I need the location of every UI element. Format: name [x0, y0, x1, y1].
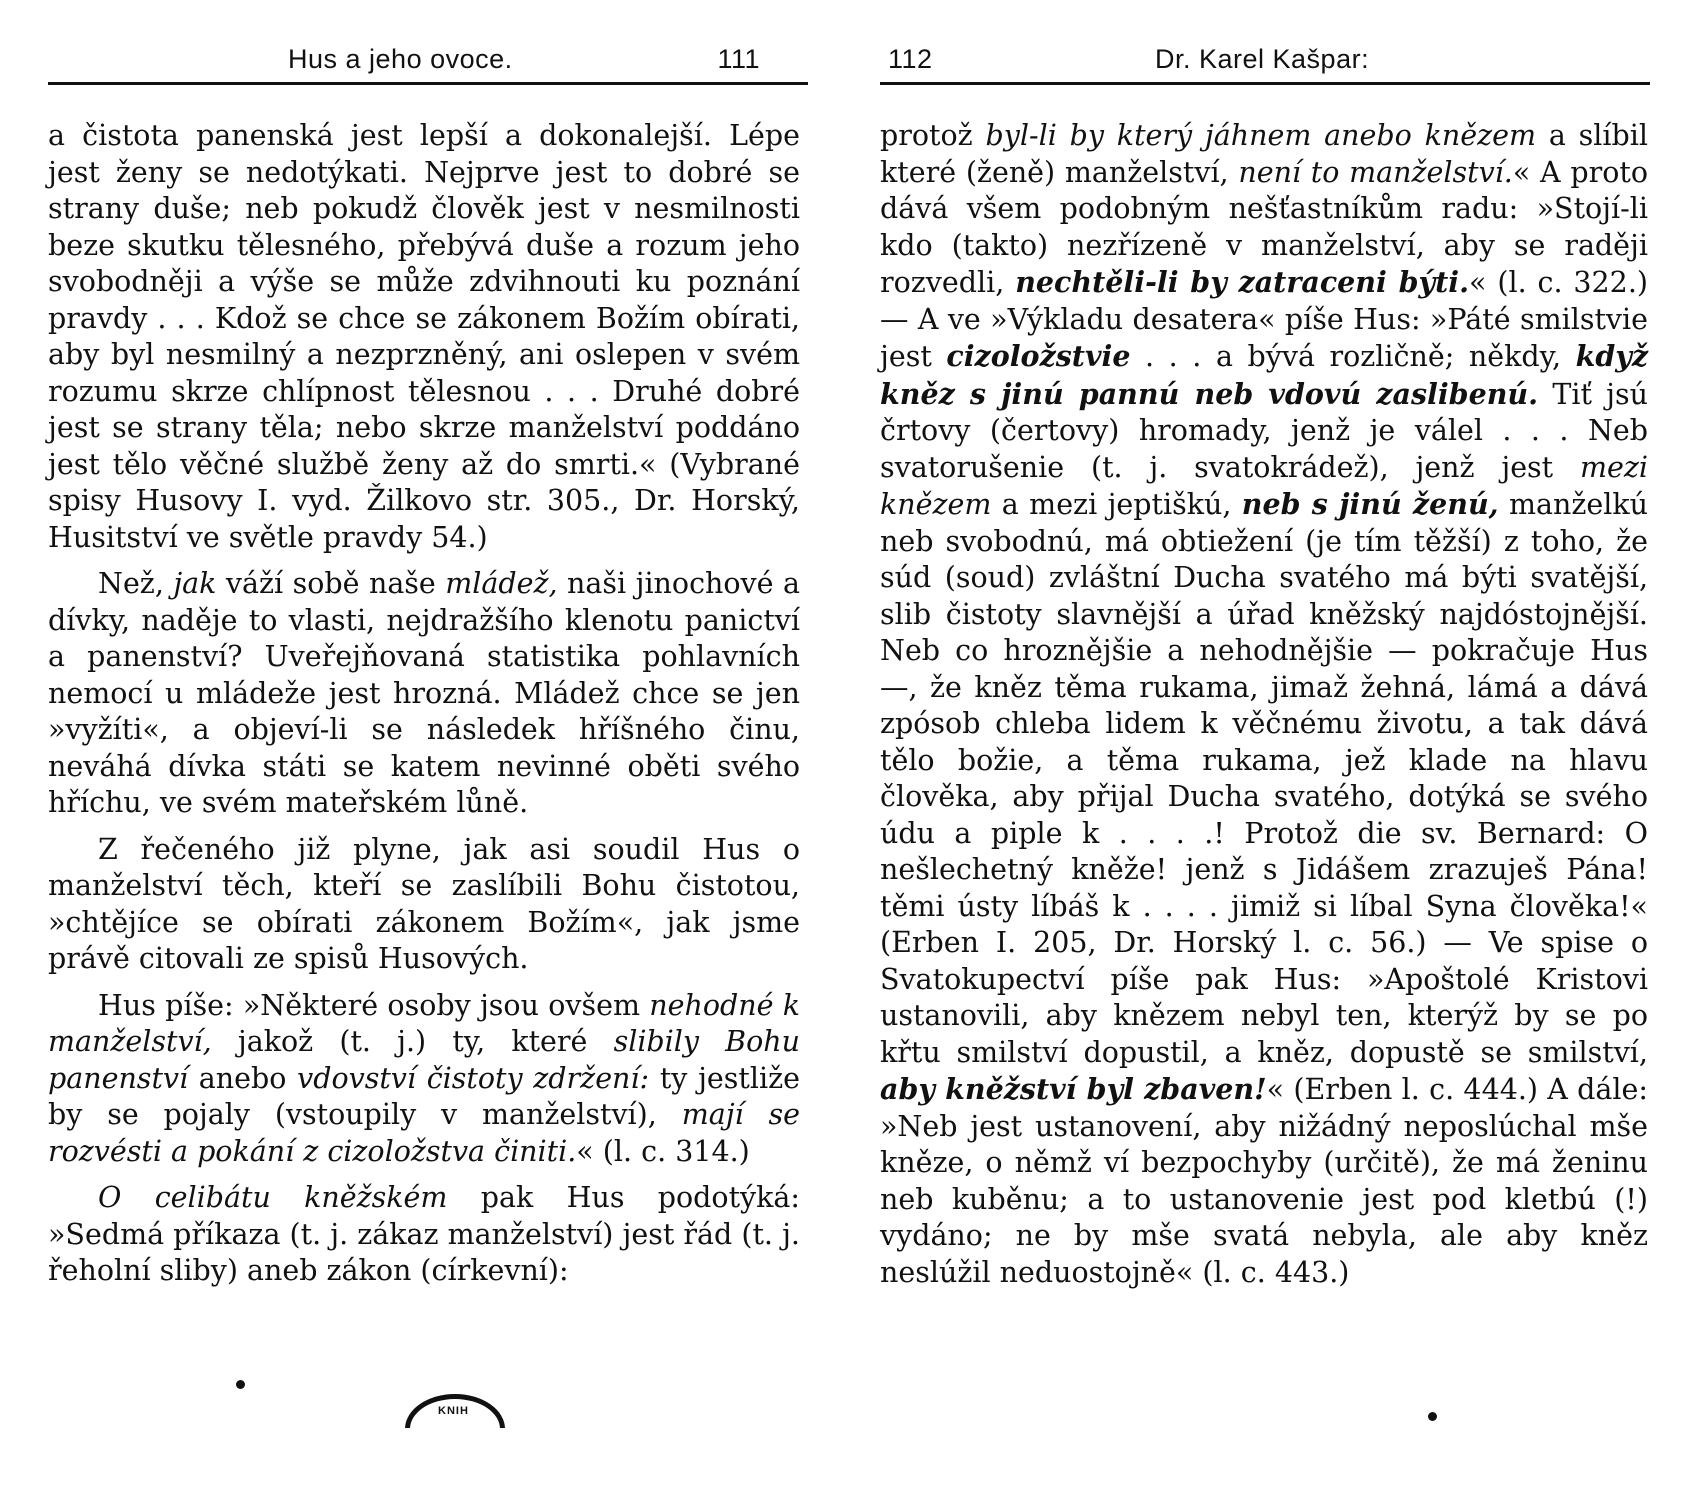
library-stamp [395, 1388, 515, 1428]
paragraph [48, 832, 800, 978]
emphasis-text: mezi knězem [880, 450, 1648, 521]
left-running-head [40, 44, 800, 84]
emphasis-text: aby kněžství byl zbaven! [880, 1072, 1267, 1106]
text-run: váží sobě naše [216, 567, 446, 600]
paragraph [48, 118, 800, 556]
text-run: Než, [98, 567, 174, 600]
right-header-rule [880, 82, 1650, 85]
text-run: Z řečeného již plyne, jak asi soudil Hus o manželství těch, kteří se zaslíbili Bohu čistotou, »chtějíce se obírati zákonem Božím«, jak jsme právě citovali ze spisů Husových. [48, 832, 800, 975]
left-page-number: 111 [717, 44, 760, 74]
right-page-number: 112 [888, 44, 933, 74]
footer-dot [236, 1380, 245, 1389]
text-run: anebo [188, 1061, 298, 1095]
left-running-title: Hus a jeho ovoce. [288, 44, 513, 74]
text-run: naši jinochové a dívky, naděje to vlasti, nejdražšího klenotu panictví a panenství? Uveřejňovaná statistika pohlavních nemocí u mládeže jest hrozná. Mládež chce se jen »vyžíti«, a objeví-li se následek hříšného činu, neváhá dívka státi se katem nevinné oběti svého hříchu, ve svém mateřském lůně. [48, 567, 800, 819]
left-body-text [48, 118, 800, 1290]
text-run: a mezi jeptiškú, [991, 488, 1242, 521]
footer-dot [1428, 1412, 1437, 1421]
emphasis-text: mládež, [445, 567, 558, 600]
text-run: a slíbil které (ženě) manželství, [880, 119, 1648, 189]
text-run: pak Hus podotýká: »Sedmá příkaza (t. j. zákaz manželství) jest řád (t. j. řeholní sliby) aneb zákon (církevní): [48, 1181, 800, 1287]
right-running-head [880, 44, 1640, 84]
emphasis-text: jak [173, 567, 217, 600]
emphasis-text: nehodné k manželství, [48, 988, 800, 1058]
text-run: . . . a bývá rozličně; někdy, [1130, 340, 1576, 373]
paragraph [48, 988, 800, 1171]
text-run: manželkú neb svobodnú, má obtiežení (je tím těžší) z toho, že súd (soud) zvláštní Ducha svatého má býti svatější, slib čistoty slavnější a úřad kněžský najdóstojnější. Neb co hroznějšie a nehodnějšie — pokračuje Hus —, že kněz těma rukama, jimaž žehná, lámá a dává zpósob chleba lidem k věčnému životu, a tak dává tělo božie, a těma rukama, jež klade na hlavu člověka, aby přijal Ducha svatého, dotýká se svého údu a piple k . . . .! Protož die sv. Bernard: O nešlechetný kněže! jenž s Jidášem zrazuješ Pána! těmi ústy líbáš k . . . . jimiž si líbal Syna člověka!« (Erben I. 205, Dr. Horský l. c. 56.) — Ve spise o Svatokupectví píše pak Hus: »Apoštolé Kristovi ustanovili, aby knězem nebyl ten, kterýž by se po křtu smilství dopustil, a kněz, dopustě se smilství, [880, 488, 1648, 1069]
text-run: « A proto dává všem podobným nešťastníkům radu: »Stojí-li kdo (takto) nezřízeně v manželství, aby se raději rozvedli, [880, 155, 1648, 299]
paragraph [48, 1180, 800, 1290]
text-run: protož [880, 119, 986, 152]
right-running-title: Dr. Karel Kašpar: [1155, 44, 1370, 74]
emphasis-text: byl-li by který jáhnem anebo knězem [985, 119, 1537, 152]
emphasis-text: není to manželství. [1238, 155, 1513, 189]
left-header-rule [48, 82, 808, 85]
emphasis-text: O celibátu kněžském [98, 1181, 448, 1214]
emphasis-text: slibily Bohu panenství [48, 1025, 800, 1095]
emphasis-text: neb s jinú ženú, [1241, 487, 1499, 521]
left-page [40, 0, 800, 1500]
emphasis-text: vdovství čistoty zdržení: [297, 1061, 650, 1095]
text-run: Hus píše: »Některé osoby jsou ovšem [98, 988, 650, 1022]
library-stamp-text: KNIH [438, 1405, 469, 1417]
text-run: jakož (t. j.) ty, které [211, 1025, 614, 1058]
emphasis-text: když kněz s jinú pannú neb vdovú zaslibenú. [880, 339, 1648, 411]
paragraph [48, 566, 800, 822]
emphasis-text: nechtěli-li by zatraceni býti. [1015, 265, 1470, 299]
emphasis-text: mají se rozvésti a pokání z cizoložstva činiti. [48, 1098, 800, 1168]
text-run: ty jestliže by se pojaly (vstoupily v manželství), [48, 1061, 800, 1131]
text-run: « (l. c. 314.) [576, 1134, 750, 1168]
right-page [880, 0, 1649, 1500]
text-run: a čistota panenská jest lepší a dokonalejší. Lépe jest ženy se nedotýkati. Nejprve jest to dobré se strany duše; neb pokudž člověk jest v nesmilnosti beze skutku tělesného, přebývá duše a rozum jeho svobodněji a výše se může zdvihnouti ku poznání pravdy . . . Kdož se chce se zákonem Božím obírati, aby byl nesmilný a nezprzněný, ani oslepen v svém rozumu skrze chlípnost tělesnou . . . Druhé dobré jest se strany těla; nebo skrze manželství poddáno jest tělo věčné službě ženy až do smrti.« (Vybrané spisy Husovy I. vyd. Žilkovo str. 305., Dr. Horský, Husitství ve světle pravdy 54.) [48, 119, 800, 554]
text-run: « (Erben l. c. 444.) A dále: »Neb jest ustanovení, aby nižádný neposlúchal mše kněze, o němž ví bezpochyby (určitě), že má ženinu neb kuběnu; a to ustanovenie jest pod kletbú (!) vydáno; ne by mše svatá nebyla, ale aby kněz neslúžil neduostojně« (l. c. 443.) [880, 1073, 1648, 1289]
emphasis-text: cizoložstvie [946, 339, 1131, 373]
text-run: « (l. c. 322.) — A ve »Výkladu desatera« píše Hus: »Páté smilstvie jest [880, 266, 1648, 373]
paragraph [880, 118, 1648, 1291]
right-body-text [880, 118, 1648, 1291]
text-run: Tiť jsú črtovy (čertovy) hromady, jenž je válel . . . Neb svatorušenie (t. j. svatokrádež), jenž jest [880, 377, 1649, 484]
